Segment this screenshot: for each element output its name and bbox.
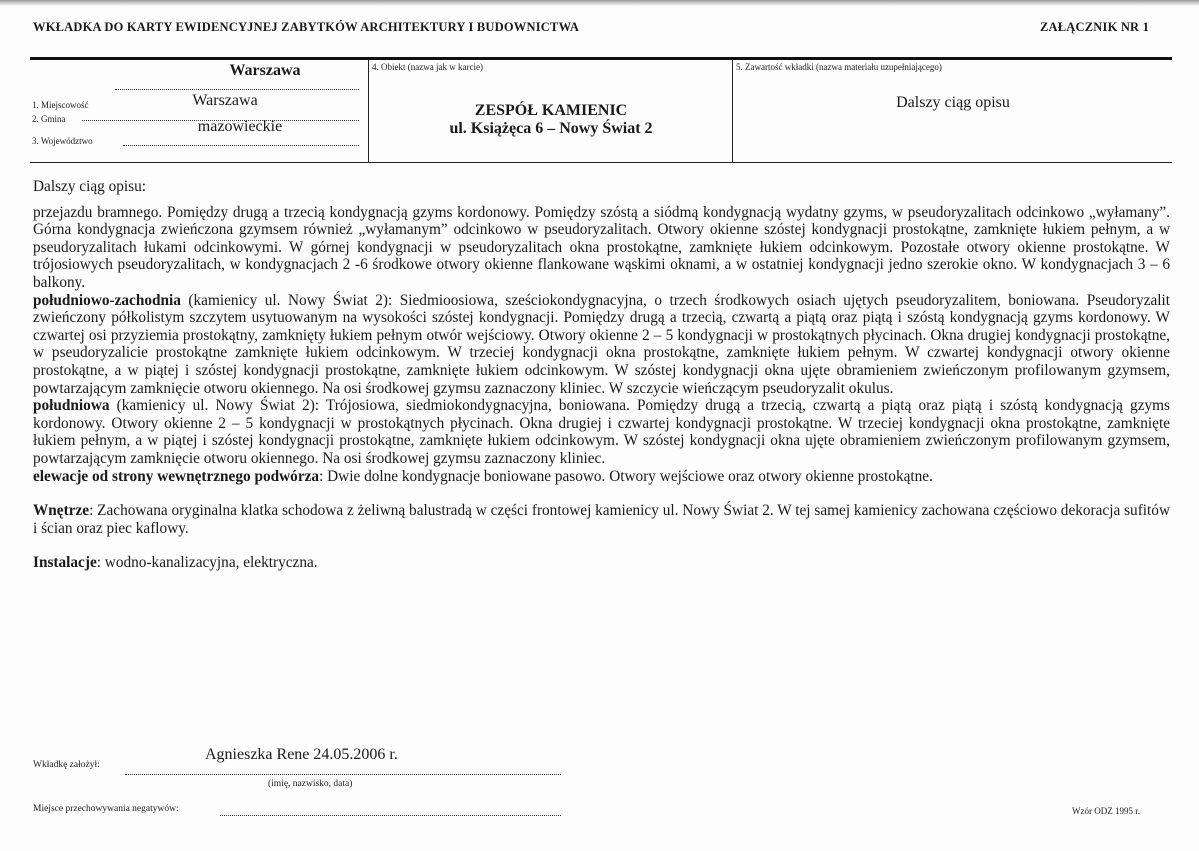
content-section: [732, 60, 1173, 162]
paragraph-1: przejazdu bramnego. Pomiędzy drugą a trzecią kondygnacją gzyms kordonowy. Pomiędzy szóstą a siódmą kondygnacją wydatny gzyms, w pseudoryzalitach odcinkowo „wyłamany”. Górna kondygnacja zwieńczona gzymsem również „wyłamanym” odcinkowo w pseudoryzalitach. Otwory okienne szóstej kondygnacji prostokątne, zamknięte łukiem pełnym, a w pseudoryzalitach łukami odcinkowymi. W górnej kondygnacji w pseudoryzalitach okna prostokątne, zamknięte łukiem odcinkowym. Pozostałe otwory okienne prostokątne. W trójosiowych pseudoryzalitach, w kondygnacjach 2 -6 środkowe otwory okienne flankowane wąskimi oknami, a w ostatniej kondygnacji jedno szerokie okno. W kondygnacjach 3 – 6 balkony.: [33, 203, 1170, 291]
paragraph-4: [33, 468, 1170, 486]
description-lead: Dalszy ciąg opisu:: [33, 178, 147, 195]
negatives-line: [220, 815, 561, 816]
paragraph-5: [33, 502, 1170, 537]
paragraph-3: [33, 397, 1170, 467]
heading-courtyard: elewacje od strony wewnętrznego podwórza: [33, 467, 320, 485]
paragraph-2: [33, 292, 1170, 398]
gmina-value: Warszawa: [192, 92, 258, 109]
scan-edge: [0, 0, 1199, 6]
content-label: 5. Zawartość wkładki (nazwa materiału uzupełniającego): [736, 62, 942, 72]
paragraph-2-text: (kamienicy ul. Nowy Świat 2): Siedmioosiowa, sześciokondygnacyjna, o trzech środkowych osiach ujętych pseudoryzalitem, boniowana. Pseudoryzalit zwieńczony półkolistym szczytem usytuowanym na wysokości szóstej kondygnacji. Pomiędzy drugą a trzecią, czwartą a piątą oraz piątą i szóstą kondygnacją gzyms kordonowy. W czwartej osi przyziemia prostokątny, zamknięty łukiem pełnym otwór wejściowy. Otwory okienne 2 – 5 kondygnacji w prostokątnych płycinach. Okna drugiej kondygnacji prostokątne, w pseudoryzalicie prostokątne zamknięte łukiem odcinkowym. W trzeciej kondygnacji okna prostokątne, zamknięte łukiem pełnym. W czwartej kondygnacji otwory okienne prostokątne, a w piątej i szóstej kondygnacji prostokątne, zamknięte łukiem odcinkowym. W szóstej kondygnacji okna ujęte obramieniem zwieńczonym profilowanym gzymsem, powtarzającym zamknięcie otworu okiennego. Na osi środkowej gzymsu zaznaczony kliniec. W szczycie wieńczącym pseudoryzalit okulus.: [33, 291, 1170, 397]
heading-interior: Wnętrze: [33, 502, 90, 520]
wojewodztwo-value: mazowieckie: [197, 118, 283, 135]
gmina-label: 2. Gmina: [32, 114, 66, 124]
object-name: [369, 102, 733, 138]
author-line: [125, 774, 561, 775]
miejscowosc-value: Warszawa: [229, 62, 301, 79]
content-value: Dalszy ciąg opisu: [896, 94, 1010, 111]
location-section: [30, 60, 368, 162]
heading-south-west: południowo-zachodnia: [33, 291, 181, 309]
paragraph-3-text: (kamienicy ul. Nowy Świat 2): Trójosiowa, siedmiokondygnacyjna, boniowana. Pomiędzy drugą a trzecią, czwartą a piątą oraz piątą i szóstą kondygnacją gzyms kordonowy. Otwory okienne 2 – 5 kondygnacji w prostokątnych płycinach. Okna drugiej i czwartej kondygnacji prostokątne. W trzeciej kondygnacji okna prostokątne, zamknięte łukiem pełnym, a w piątej i szóstej kondygnacji prostokątne, zamknięte łukiem odcinkowym. W szóstej kondygnacji okna ujęte obramieniem zwieńczonym profilowanym gzymsem, powtarzającym zamknięcie otworu okiennego. Na osi środkowej gzymsu zaznaczony kliniec.: [33, 397, 1170, 467]
object-name-line2: ul. Książęca 6 – Nowy Świat 2: [449, 120, 653, 137]
wojewodztwo-label: 3. Województwo: [32, 136, 93, 146]
negatives-label: Miejsce przechowywania negatywów:: [33, 804, 179, 814]
paragraph-6-text: : wodno-kanalizacyjna, elektryczna.: [96, 554, 318, 572]
author-label: Wkładkę założył:: [33, 760, 100, 770]
object-section: [368, 60, 733, 162]
form-title: WKŁADKA DO KARTY EWIDENCYJNEJ ZABYTKÓW ARCHITEKTURY I BUDOWNICTWA: [33, 19, 580, 35]
paragraph-4-text: : Dwie dolne kondygnacje boniowane pasowo. Otwory wejściowe oraz otwory okienne prostokątne.: [319, 467, 933, 485]
miejscowosc-line: [115, 89, 359, 90]
author-caption: (imię, nazwisko, data): [268, 779, 353, 789]
miejscowosc-label: 1. Miejscowość: [32, 100, 89, 110]
heading-installations: Instalacje: [33, 554, 97, 572]
form-header-table: [30, 57, 1172, 163]
object-name-line1: ZESPÓŁ KAMIENIC: [474, 102, 628, 119]
annex-number: ZAŁĄCZNIK NR 1: [1040, 19, 1150, 35]
description-body: [33, 178, 1170, 572]
heading-south: południowa: [33, 397, 110, 415]
author-value: Agnieszka Rene 24.05.2006 r.: [205, 746, 398, 763]
paragraph-5-text: : Zachowana oryginalna klatka schodowa z żeliwną balustradą w części frontowej kamienicy ul. Nowy Świat 2. W tej samej kamienicy zachowana częściowo dekoracja sufitów i ścian oraz piec kaflowy.: [33, 502, 1170, 537]
paragraph-6: [33, 554, 1170, 572]
object-label: 4. Obiekt (nazwa jak w karcie): [372, 62, 483, 72]
template-version: Wzór ODZ 1995 r.: [1072, 806, 1140, 816]
wojewodztwo-line: [123, 145, 359, 146]
